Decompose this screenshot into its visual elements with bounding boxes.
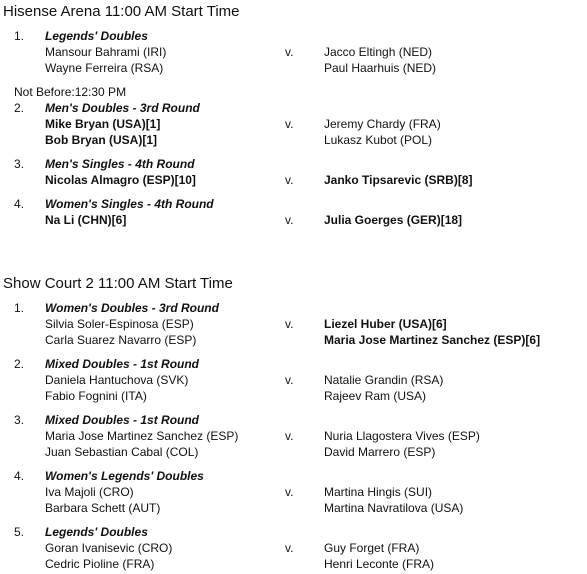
- match-number: 3.: [14, 157, 25, 171]
- versus-label: v.: [285, 173, 294, 187]
- versus-label: v.: [285, 117, 294, 131]
- player-side-a-2: Wayne Ferreira (RSA): [45, 61, 164, 75]
- event-name: Legends' Doubles: [45, 29, 148, 43]
- player-side-b-1: Guy Forget (FRA): [324, 541, 420, 555]
- player-side-a-1: Mike Bryan (USA)[1]: [45, 117, 161, 131]
- player-side-b-1: Natalie Grandin (RSA): [324, 373, 444, 387]
- match-number: 5.: [14, 525, 25, 539]
- match-number: 4.: [14, 469, 25, 483]
- player-side-a-1: Maria Jose Martinez Sanchez (ESP): [45, 429, 239, 443]
- versus-label: v.: [285, 485, 294, 499]
- versus-label: v.: [285, 45, 294, 59]
- versus-label: v.: [285, 317, 294, 331]
- player-side-b-1: Jeremy Chardy (FRA): [324, 117, 441, 131]
- player-side-a-2: Juan Sebastian Cabal (COL): [45, 445, 199, 459]
- player-side-a-2: Fabio Fognini (ITA): [45, 389, 147, 403]
- event-name: Mixed Doubles - 1st Round: [45, 413, 200, 427]
- player-side-b-2: Lukasz Kubot (POL): [324, 133, 433, 147]
- player-side-a-1: Silvia Soler-Espinosa (ESP): [45, 317, 194, 331]
- player-side-b-2: Rajeev Ram (USA): [324, 389, 427, 403]
- player-side-a-1: Iva Majoli (CRO): [45, 485, 134, 499]
- player-side-a-2: Bob Bryan (USA)[1]: [45, 133, 158, 147]
- match-number: 2.: [14, 101, 25, 115]
- versus-label: v.: [285, 373, 294, 387]
- player-side-b-1: Janko Tipsarevic (SRB)[8]: [324, 173, 473, 187]
- player-side-b-2: Maria Jose Martinez Sanchez (ESP)[6]: [324, 333, 541, 347]
- event-name: Women's Doubles - 3rd Round: [45, 301, 219, 315]
- player-side-b-2: Henri Leconte (FRA): [324, 557, 435, 571]
- event-name: Men's Singles - 4th Round: [45, 157, 195, 171]
- versus-label: v.: [285, 541, 294, 555]
- player-side-b-2: David Marrero (ESP): [324, 445, 436, 459]
- player-side-a-1: Na Li (CHN)[6]: [45, 213, 127, 227]
- player-side-a-2: Carla Suarez Navarro (ESP): [45, 333, 197, 347]
- player-side-a-1: Nicolas Almagro (ESP)[10]: [45, 173, 196, 187]
- player-side-a-2: Cedric Pioline (FRA): [45, 557, 155, 571]
- match-number: 3.: [14, 413, 25, 427]
- event-name: Men's Doubles - 3rd Round: [45, 101, 200, 115]
- player-side-b-1: Nuria Llagostera Vives (ESP): [324, 429, 480, 443]
- court-title-hisense-arena: Hisense Arena 11:00 AM Start Time: [3, 3, 240, 20]
- not-before-note: Not Before:12:30 PM: [14, 85, 127, 99]
- event-name: Legends' Doubles: [45, 525, 148, 539]
- versus-label: v.: [285, 213, 294, 227]
- match-number: 4.: [14, 197, 25, 211]
- event-name: Mixed Doubles - 1st Round: [45, 357, 200, 371]
- versus-label: v.: [285, 429, 294, 443]
- event-name: Women's Legends' Doubles: [45, 469, 204, 483]
- player-side-b-2: Martina Navratilova (USA): [324, 501, 464, 515]
- player-side-a-1: Goran Ivanisevic (CRO): [45, 541, 173, 555]
- player-side-a-2: Barbara Schett (AUT): [45, 501, 161, 515]
- player-side-b-1: Liezel Huber (USA)[6]: [324, 317, 447, 331]
- player-side-b-1: Jacco Eltingh (NED): [324, 45, 433, 59]
- player-side-b-1: Martina Hingis (SUI): [324, 485, 433, 499]
- player-side-b-1: Julia Goerges (GER)[18]: [324, 213, 463, 227]
- player-side-b-2: Paul Haarhuis (NED): [324, 61, 437, 75]
- player-side-a-1: Daniela Hantuchova (SVK): [45, 373, 189, 387]
- court-title-show-court-2: Show Court 2 11:00 AM Start Time: [3, 275, 233, 292]
- match-number: 1.: [14, 301, 25, 315]
- event-name: Women's Singles - 4th Round: [45, 197, 214, 211]
- player-side-a-1: Mansour Bahrami (IRI): [45, 45, 167, 59]
- match-number: 2.: [14, 357, 25, 371]
- match-number: 1.: [14, 29, 25, 43]
